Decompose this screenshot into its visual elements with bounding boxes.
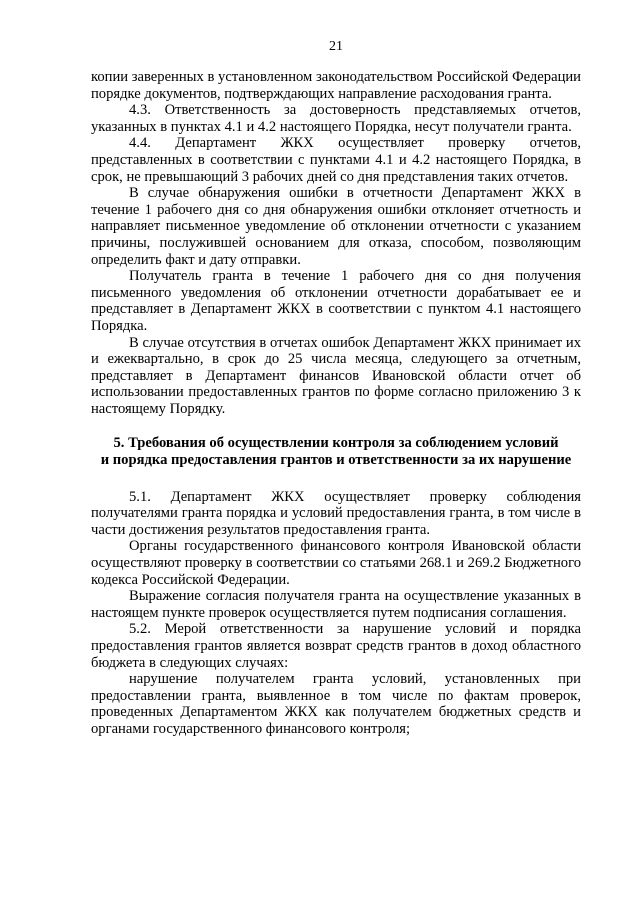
document-body [91,69,581,738]
paragraph: Выражение согласия получателя гранта на осуществление указанных в настоящем пункте проверок осуществляется путем подписания соглашения. [91,588,581,621]
paragraph: копии заверенных в установленном законодательством Российской Федерации порядке документов, подтверждающих направление расходования гранта. [91,69,581,102]
paragraph: 4.4. Департамент ЖКХ осуществляет проверку отчетов, представленных в соответствии с пунктами 4.1 и 4.2 настоящего Порядка, в срок, не превышающий 3 рабочих дней со дня представления таких отчетов. [91,135,581,185]
paragraph: Получатель гранта в течение 1 рабочего дня со дня получения письменного уведомления об отклонении отчетности дорабатывает ее и представляет в Департамент ЖКХ в соответствии с пунктом 4.1 настоящего Порядка. [91,268,581,334]
paragraph: нарушение получателем гранта условий, установленных при предоставлении гранта, выявленное в том числе по фактам проверок, проведенных Департаментом ЖКХ как получателем бюджетных средств и органами государственного финансового контроля; [91,671,581,737]
paragraph: В случае обнаружения ошибки в отчетности Департамент ЖКХ в течение 1 рабочего дня со дня обнаружения ошибки отклоняет отчетность и направляет письменное уведомление об отклонении отчетности с указанием причины, послужившей основанием для отказа, способом, позволяющим определить факт и дату отправки. [91,185,581,268]
section-heading-line: и порядка предоставления грантов и ответственности за их нарушение [100,452,572,469]
paragraph: Органы государственного финансового контроля Ивановской области осуществляют проверку в соответствии со статьями 268.1 и 269.2 Бюджетного кодекса Российской Федерации. [91,538,581,588]
paragraph: 4.3. Ответственность за достоверность представляемых отчетов, указанных в пунктах 4.1 и 4.2 настоящего Порядка, несут получатели гранта. [91,102,581,135]
paragraph: 5.2. Мерой ответственности за нарушение условий и порядка предоставления грантов является возврат средств грантов в доход областного бюджета в следующих случаях: [91,621,581,671]
page-number: 21 [329,39,343,54]
paragraph: В случае отсутствия в отчетах ошибок Департамент ЖКХ принимает их и ежеквартально, в срок до 25 числа месяца, следующего за отчетным, представляет в Департамент финансов Ивановской области отчет об использовании предоставленных грантов по форме согласно приложению 3 к настоящему Порядку. [91,334,581,417]
section-heading-line: 5. Требования об осуществлении контроля за соблюдением условий [113,435,559,452]
paragraph: 5.1. Департамент ЖКХ осуществляет проверку соблюдения получателями гранта порядка и условий предоставления гранта, в том числе в части достижения результатов предоставления гранта. [91,488,581,538]
section-heading [91,435,581,468]
